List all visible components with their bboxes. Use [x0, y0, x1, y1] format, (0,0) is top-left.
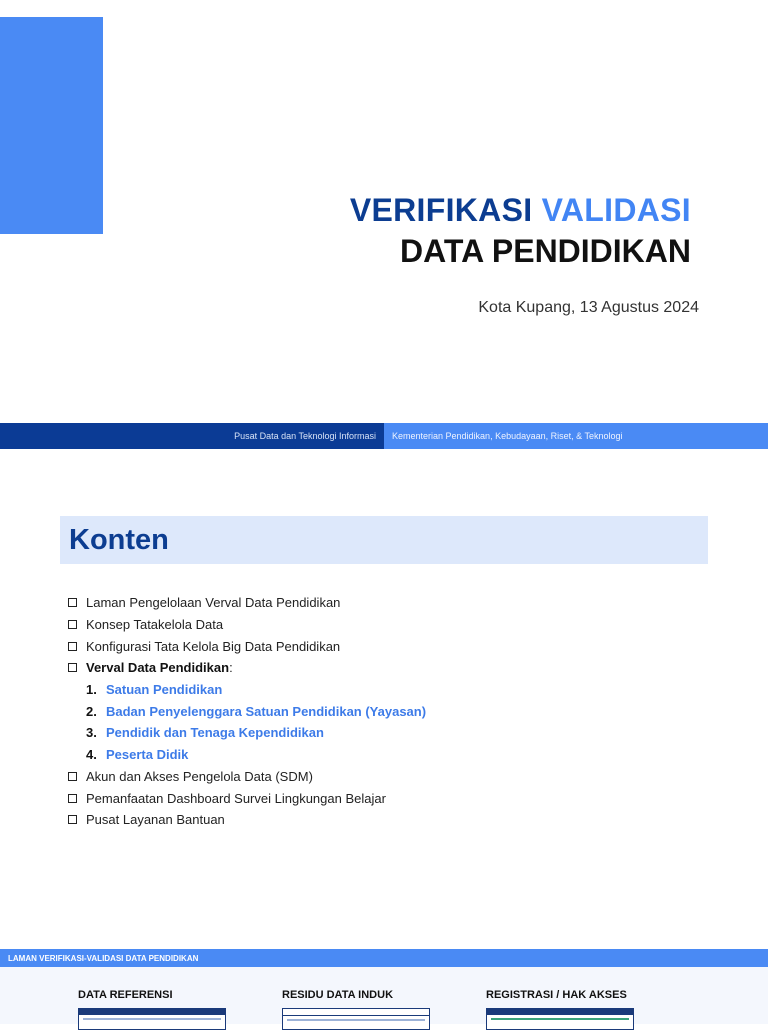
checkbox-bullet-icon — [68, 772, 77, 781]
footer-left-text: Pusat Data dan Teknologi Informasi — [234, 431, 376, 441]
list-item: Laman Pengelolaan Verval Data Pendidikan — [68, 592, 426, 614]
sub-item: 4. Peserta Didik — [86, 747, 189, 763]
footer-band — [0, 423, 768, 449]
checkbox-bullet-icon — [68, 794, 77, 803]
screenshot-thumbnail-residu-data-induk — [282, 1008, 430, 1030]
konten-title: Konten — [69, 524, 169, 556]
title-word-verifikasi: VERIFIKASI — [349, 192, 533, 228]
sub-item: 2. Badan Penyelenggara Satuan Pendidikan (Yayasan) — [86, 703, 427, 719]
sub-item: 1. Satuan Pendidikan — [86, 682, 223, 698]
slide-date: Kota Kupang, 13 Agustus 2024 — [478, 299, 699, 316]
footer-left — [0, 423, 384, 449]
checkbox-bullet-icon — [68, 620, 77, 629]
column-label-registrasi: REGISTRASI / HAK AKSES — [486, 989, 627, 1001]
next-slide-header-bar — [0, 949, 768, 967]
list-item: Konsep Tatakelola Data — [68, 614, 426, 636]
footer-right — [384, 423, 768, 449]
list-item: Akun dan Akses Pengelola Data (SDM) — [68, 766, 426, 788]
konten-list — [68, 592, 426, 831]
decorative-blue-block — [0, 17, 103, 234]
checkbox-bullet-icon — [68, 642, 77, 651]
title-word-validasi: VALIDASI — [541, 192, 691, 228]
title-line-1 — [350, 192, 691, 229]
column-label-data-referensi: DATA REFERENSI — [78, 989, 173, 1001]
list-item: Pemanfaatan Dashboard Survei Lingkungan Belajar — [68, 787, 426, 809]
sub-item: 3. Pendidik dan Tenaga Kependidikan — [86, 725, 324, 741]
footer-right-text: Kementerian Pendidikan, Kebudayaan, Riset, & Teknologi — [392, 431, 623, 441]
checkbox-bullet-icon — [68, 598, 77, 607]
konten-header — [60, 516, 708, 564]
checkbox-bullet-icon — [68, 663, 77, 672]
list-item-verval: Verval Data Pendidikan : — [68, 657, 426, 679]
screenshot-thumbnail-data-referensi — [78, 1008, 226, 1030]
screenshot-thumbnail-registrasi — [486, 1008, 634, 1030]
column-label-residu-data-induk: RESIDU DATA INDUK — [282, 989, 394, 1001]
checkbox-bullet-icon — [68, 815, 77, 824]
next-slide-title: LAMAN VERIFIKASI-VALIDASI DATA PENDIDIKAN — [8, 954, 199, 963]
list-item: Pusat Layanan Bantuan — [68, 809, 426, 831]
list-item: Konfigurasi Tata Kelola Big Data Pendidikan — [68, 635, 426, 657]
title-line-2: DATA PENDIDIKAN — [400, 233, 691, 269]
